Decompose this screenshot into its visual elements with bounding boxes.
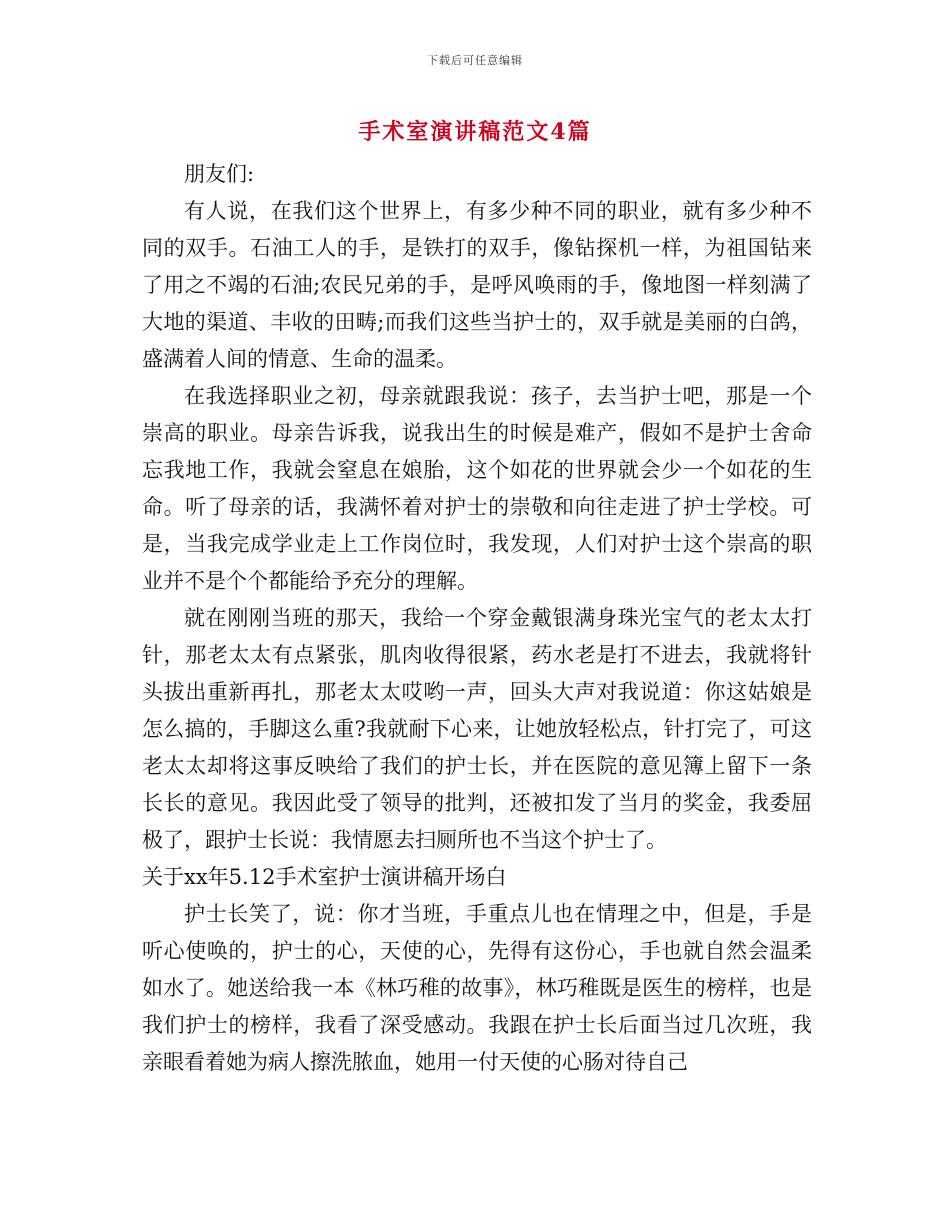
paragraph-opening-remark: 关于xx年5.12手术室护士演讲稿开场白: [142, 865, 507, 889]
document-body: [142, 156, 812, 1081]
paragraph-salutation: 朋友们:: [184, 162, 255, 186]
paragraph-career-choice: 在我选择职业之初，母亲就跟我说：孩子，去当护士吧，那是一个崇高的职业。母亲告诉我，说我出生的时候是难产，假如不是护士舍命忘我地工作，我就会窒息在娘胎，这个如花的世界就会少一个如花的生命。听了母亲的话，我满怀着对护士的崇敬和向往走进了护士学校。可是，当我完成学业走上工作岗位时，我发现，人们对护士这个崇高的职业并不是个个都能给予充分的理解。: [142, 384, 812, 593]
paragraph-first-shift: 就在刚刚当班的那天，我给一个穿金戴银满身珠光宝气的老太太打针，那老太太有点紧张，肌肉收得很紧，药水老是打不进去，我就将针头拔出重新再扎，那老太太哎哟一声，回头大声对我说道：你这姑娘是怎么搞的，手脚这么重?我就耐下心来，让她放轻松点，针打完了，可这老太太却将这事反映给了我们的护士长，并在医院的意见簿上留下一条长长的意见。我因此受了领导的批判，还被扣发了当月的奖金，我委屈极了，跟护士长说：我情愿去扫厕所也不当这个护士了。: [142, 606, 812, 852]
paragraph-hands: 有人说，在我们这个世界上，有多少种不同的职业，就有多少种不同的双手。石油工人的手，是铁打的双手，像钻探机一样，为祖国钻来了用之不竭的石油;农民兄弟的手，是呼风唤雨的手，像地图一样刻满了大地的渠道、丰收的田畴;而我们这些当护士的，双手就是美丽的白鸽，盛满着人间的情意、生命的温柔。: [142, 199, 812, 371]
page-header-note: 下载后可任意编辑: [427, 54, 523, 67]
paragraph-head-nurse: 护士长笑了，说：你才当班，手重点儿也在情理之中，但是，手是听心使唤的，护士的心，天使的心，先得有这份心，手也就自然会温柔如水了。她送给我一本《林巧稚的故事》，林巧稚既是医生的榜样，也是我们护士的榜样，我看了深受感动。我跟在护士长后面当过几次班，我亲眼看着她为病人擦洗脓血，她用一付天使的心肠对待自己: [142, 902, 812, 1074]
document-title: 手术室演讲稿范文4篇: [358, 119, 592, 145]
